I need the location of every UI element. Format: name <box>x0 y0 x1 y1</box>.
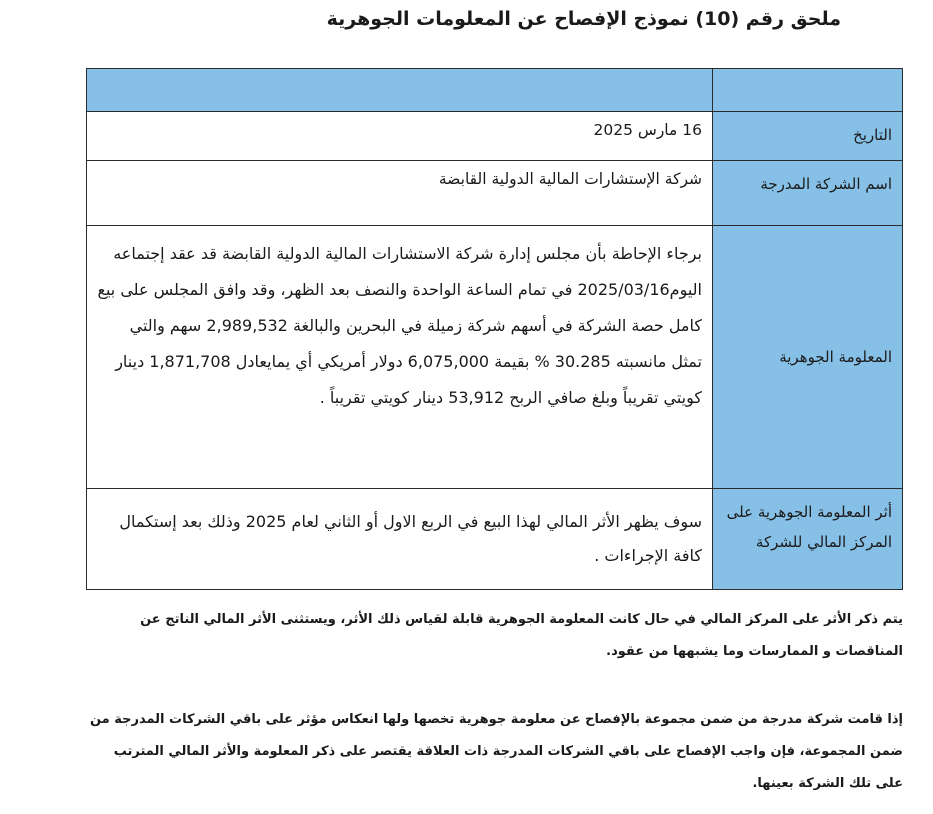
footnote-group-disclosure: إذا قامت شركة مدرجة من ضمن مجموعة بالإفصاح عن معلومة جوهرية تخصها ولها انعكاس مؤثر على باقي الشركات المدرجة من ضمن المجموعة، فإن واجب الإفصاح على باقي الشركات المدرجة ذات العلاقة يقتصر على ذكر المعلومة والأثر المالي المترتب على تلك الشركة بعينها. <box>89 712 903 791</box>
material-info-label: المعلومة الجوهرية <box>713 226 903 489</box>
header-label-cell <box>713 69 903 112</box>
financial-effect-value-cell <box>87 489 713 590</box>
table-header-row <box>87 69 903 112</box>
financial-effect-label: أثر المعلومة الجوهرية على المركز المالي للشركة <box>713 489 903 590</box>
document-title: ملحق رقم (10) نموذج الإفصاح عن المعلومات الجوهرية <box>326 8 841 30</box>
date-label: التاريخ <box>713 112 903 161</box>
date-value: 16 مارس 2025 <box>87 112 713 161</box>
disclosure-table <box>86 68 903 590</box>
company-label: اسم الشركة المدرجة <box>713 161 903 226</box>
table-row-material-info <box>87 226 903 489</box>
table-row-date <box>87 112 903 161</box>
table-row-financial-effect <box>87 489 903 590</box>
financial-effect-value: سوف يظهر الأثر المالي لهذا البيع في الربع الاول أو الثاني لعام 2025 وذلك بعد إستكمال كافة الإجراءات . <box>119 512 702 565</box>
footnote-financial-effect: يتم ذكر الأثر على المركز المالي في حال كانت المعلومة الجوهرية قابلة لقياس ذلك الأثر، ويستثنى الأثر المالي الناتج عن المناقصات و الممارسات وما يشبهها من عقود. <box>140 612 903 659</box>
company-value: شركة الإستشارات المالية الدولية القابضة <box>87 161 713 226</box>
material-info-value: برجاء الإحاطة بأن مجلس إدارة شركة الاستشارات المالية الدولية القابضة قد عقد إجتماعه اليوم2025/03/16 في تمام الساعة الواحدة والنصف بعد الظهر، وقد وافق المجلس على بيع كامل حصة الشركة في أسهم شركة زميلة في البحرين والبالغة 2,989,532 سهم والتي تمثل مانسبته 30.285 % بقيمة 6,075,000 دولار أمريكي أي يمايعادل 1,871,708 دينار كويتي تقريباً وبلغ صافي الربح 53,912 دينار كويتي تقريباً . <box>97 244 702 407</box>
material-info-value-cell <box>87 226 713 489</box>
header-value-cell <box>87 69 713 112</box>
table-row-company <box>87 161 903 226</box>
